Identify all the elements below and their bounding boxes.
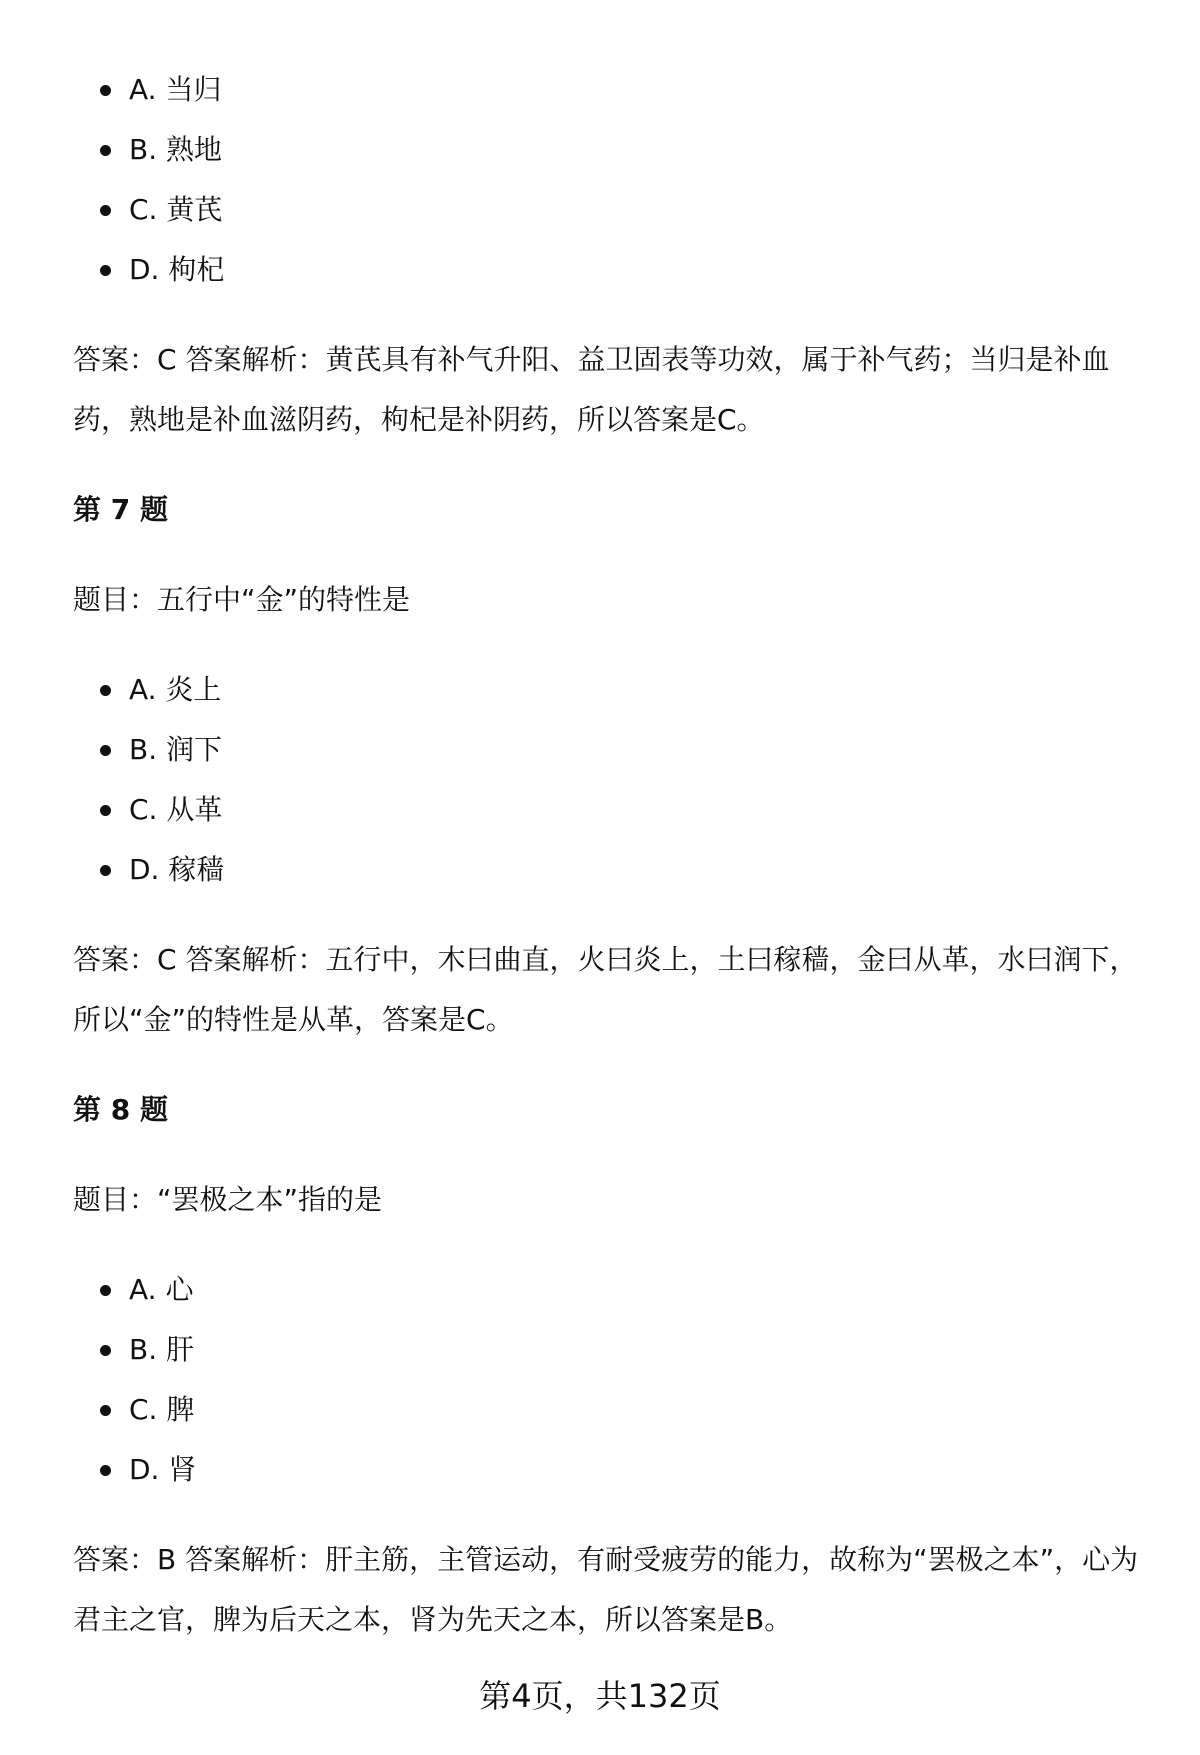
q8-option-d — [73, 1440, 1153, 1500]
q6-option-c — [73, 180, 1153, 240]
bullet-icon — [100, 685, 111, 696]
q7-option-a-text: A. 炎上 — [129, 673, 222, 706]
q8-options-list — [73, 1260, 1153, 1500]
bullet-icon — [100, 1465, 111, 1476]
q6-option-b-text: B. 熟地 — [129, 133, 223, 166]
q8-title: 第 8 题 — [73, 1093, 168, 1126]
q8-answer: 答案：B 答案解析：肝主筋，主管运动，有耐受疲劳的能力，故称为“罢极之本”，心为君主之官，脾为后天之本，肾为先天之本，所以答案是B。 — [73, 1543, 1139, 1636]
bullet-icon — [100, 1405, 111, 1416]
bullet-icon — [100, 85, 111, 96]
q7-option-c-text: C. 从革 — [129, 793, 223, 826]
q7-options-list — [73, 660, 1153, 900]
q7-option-a — [73, 660, 1153, 720]
q8-option-a-text: A. 心 — [129, 1273, 194, 1306]
bullet-icon — [100, 1285, 111, 1296]
q6-option-b — [73, 120, 1153, 180]
bullet-icon — [100, 265, 111, 276]
page-content — [73, 60, 1153, 1650]
q7-option-b — [73, 720, 1153, 780]
q7-option-c — [73, 780, 1153, 840]
q8-stem: 题目：“罢极之本”指的是 — [73, 1183, 383, 1216]
q8-option-d-text: D. 肾 — [129, 1453, 197, 1486]
q8-option-c — [73, 1380, 1153, 1440]
q8-option-a — [73, 1260, 1153, 1320]
q6-option-a — [73, 60, 1153, 120]
bullet-icon — [100, 145, 111, 156]
q6-option-c-text: C. 黄芪 — [129, 193, 223, 226]
q7-answer: 答案：C 答案解析：五行中，木曰曲直，火曰炎上，土曰稼穑，金曰从革，水曰润下，所以“金”的特性是从革，答案是C。 — [73, 943, 1138, 1036]
page-number-footer: 第4页，共132页 — [479, 1677, 721, 1715]
q7-option-d-text: D. 稼穑 — [129, 853, 225, 886]
bullet-icon — [100, 1345, 111, 1356]
q7-option-d — [73, 840, 1153, 900]
q8-option-c-text: C. 脾 — [129, 1393, 195, 1426]
q6-option-d — [73, 240, 1153, 300]
q7-title: 第 7 题 — [73, 493, 168, 526]
bullet-icon — [100, 805, 111, 816]
bullet-icon — [100, 865, 111, 876]
q7-stem: 题目：五行中“金”的特性是 — [73, 583, 411, 616]
q8-option-b-text: B. 肝 — [129, 1333, 195, 1366]
q6-option-d-text: D. 枸杞 — [129, 253, 225, 286]
q8-option-b — [73, 1320, 1153, 1380]
q7-option-b-text: B. 润下 — [129, 733, 223, 766]
q6-options-list — [73, 60, 1153, 300]
q6-answer: 答案：C 答案解析：黄芪具有补气升阳、益卫固表等功效，属于补气药；当归是补血药，熟地是补血滋阴药，枸杞是补阴药，所以答案是C。 — [73, 343, 1110, 436]
bullet-icon — [100, 205, 111, 216]
bullet-icon — [100, 745, 111, 756]
q6-option-a-text: A. 当归 — [129, 73, 222, 106]
